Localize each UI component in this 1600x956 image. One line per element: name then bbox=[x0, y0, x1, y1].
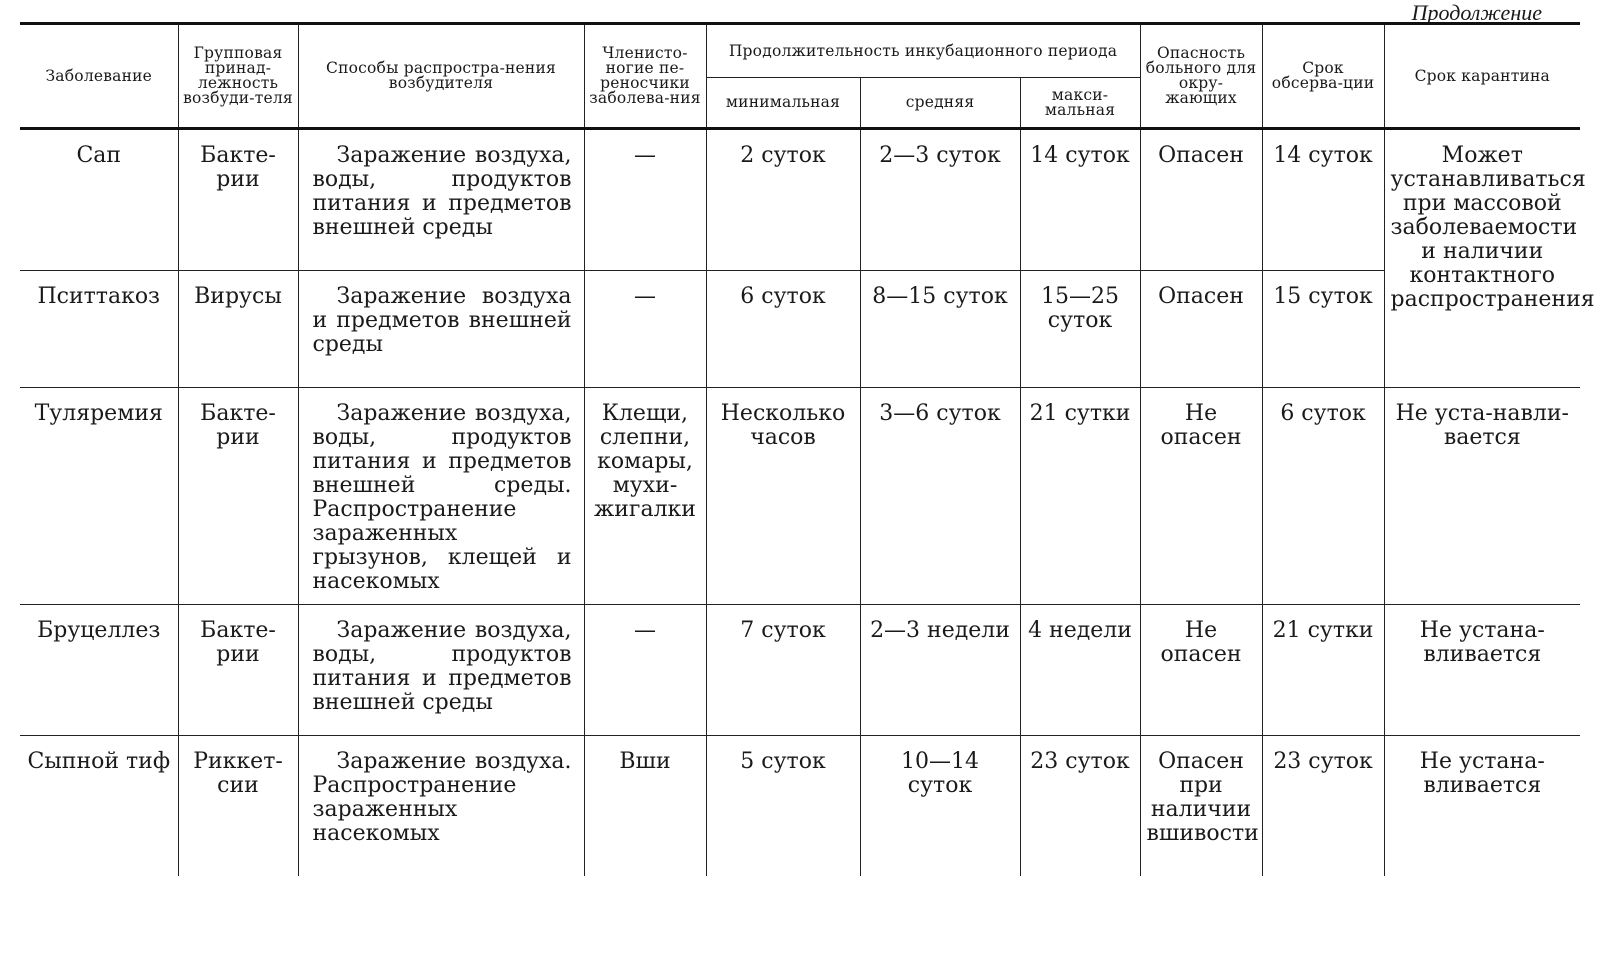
cell-spread: Заражение воздуха, воды, продуктов питания и предметов внешней среды. Распространение зараженных грызунов, клещей и насекомых bbox=[298, 388, 584, 605]
table-row bbox=[20, 388, 1580, 605]
cell-inc-avg: 8—15 суток bbox=[860, 271, 1020, 388]
cell-disease: Пситтакоз bbox=[20, 271, 178, 388]
cell-danger: Опасен при наличии вшивости bbox=[1140, 736, 1262, 877]
header-incubation: Продолжительность инкубационного периода bbox=[706, 24, 1140, 78]
cell-group: Риккет-сии bbox=[178, 736, 298, 877]
header-quarantine: Срок карантина bbox=[1384, 24, 1580, 129]
cell-observation: 21 сутки bbox=[1262, 605, 1384, 736]
header-incubation-avg: средняя bbox=[860, 78, 1020, 129]
cell-disease: Сыпной тиф bbox=[20, 736, 178, 877]
cell-inc-min: 2 суток bbox=[706, 129, 860, 271]
cell-quarantine: Не устана-вливается bbox=[1384, 736, 1580, 877]
cell-inc-max: 14 суток bbox=[1020, 129, 1140, 271]
cell-group: Бакте-рии bbox=[178, 605, 298, 736]
cell-quarantine: Не устана-вливается bbox=[1384, 605, 1580, 736]
cell-inc-max: 23 суток bbox=[1020, 736, 1140, 877]
header-observation: Срок обсерва-ции bbox=[1262, 24, 1384, 129]
table-row bbox=[20, 605, 1580, 736]
cell-quarantine-shared: Может устанавливаться при массовой заболеваемости и наличии контактного распространения bbox=[1384, 129, 1580, 388]
cell-inc-avg: 10—14 суток bbox=[860, 736, 1020, 877]
cell-arthropods: Клещи, слепни, комары, мухи-жигалки bbox=[584, 388, 706, 605]
cell-spread: Заражение воздуха, воды, продуктов питания и предметов внешней среды bbox=[298, 129, 584, 271]
cell-spread: Заражение воздуха. Распространение зараженных насекомых bbox=[298, 736, 584, 877]
continuation-label: Продолжение bbox=[1411, 0, 1542, 25]
header-spread: Способы распростра-нения возбудителя bbox=[298, 24, 584, 129]
cell-arthropods: — bbox=[584, 129, 706, 271]
cell-observation: 15 суток bbox=[1262, 271, 1384, 388]
cell-group: Бакте-рии bbox=[178, 388, 298, 605]
cell-spread: Заражение воздуха, воды, продуктов питания и предметов внешней среды bbox=[298, 605, 584, 736]
cell-danger: Опасен bbox=[1140, 129, 1262, 271]
disease-table bbox=[20, 22, 1595, 876]
cell-observation: 23 суток bbox=[1262, 736, 1384, 877]
cell-observation: 14 суток bbox=[1262, 129, 1384, 271]
cell-observation: 6 суток bbox=[1262, 388, 1384, 605]
cell-inc-max: 4 недели bbox=[1020, 605, 1140, 736]
table-row bbox=[20, 736, 1580, 877]
cell-inc-max: 15—25 суток bbox=[1020, 271, 1140, 388]
cell-inc-avg: 2—3 суток bbox=[860, 129, 1020, 271]
table-row bbox=[20, 129, 1580, 271]
cell-inc-max: 21 сутки bbox=[1020, 388, 1140, 605]
cell-disease: Сап bbox=[76, 143, 122, 168]
cell-danger: Не опасен bbox=[1140, 605, 1262, 736]
header-group: Групповая принад-лежность возбуди-теля bbox=[178, 24, 298, 129]
cell-disease: Бруцеллез bbox=[20, 605, 178, 736]
cell-inc-avg: 2—3 недели bbox=[860, 605, 1020, 736]
header-danger: Опасность больного для окру-жающих bbox=[1140, 24, 1262, 129]
cell-disease: Туляремия bbox=[20, 388, 178, 605]
cell-inc-min: 7 суток bbox=[706, 605, 860, 736]
cell-inc-min: 6 суток bbox=[706, 271, 860, 388]
table-row bbox=[20, 271, 1580, 388]
cell-arthropods: — bbox=[584, 271, 706, 388]
cell-spread: Заражение воздуха и предметов внешней среды bbox=[298, 271, 584, 388]
cell-quarantine: Не уста-навли-вается bbox=[1384, 388, 1580, 605]
header-incubation-min: минимальная bbox=[706, 78, 860, 129]
header-disease: Заболевание bbox=[20, 24, 178, 129]
cell-danger: Опасен bbox=[1140, 271, 1262, 388]
cell-group: Бакте-рии bbox=[178, 129, 298, 271]
cell-arthropods: — bbox=[584, 605, 706, 736]
cell-arthropods: Вши bbox=[584, 736, 706, 877]
cell-group: Вирусы bbox=[178, 271, 298, 388]
header-incubation-max: макси-мальная bbox=[1020, 78, 1140, 129]
cell-inc-min: Несколько часов bbox=[706, 388, 860, 605]
cell-danger: Не опасен bbox=[1140, 388, 1262, 605]
header-arthropods: Членисто-ногие пе-реносчики заболева-ния bbox=[584, 24, 706, 129]
cell-inc-min: 5 суток bbox=[706, 736, 860, 877]
cell-inc-avg: 3—6 суток bbox=[860, 388, 1020, 605]
